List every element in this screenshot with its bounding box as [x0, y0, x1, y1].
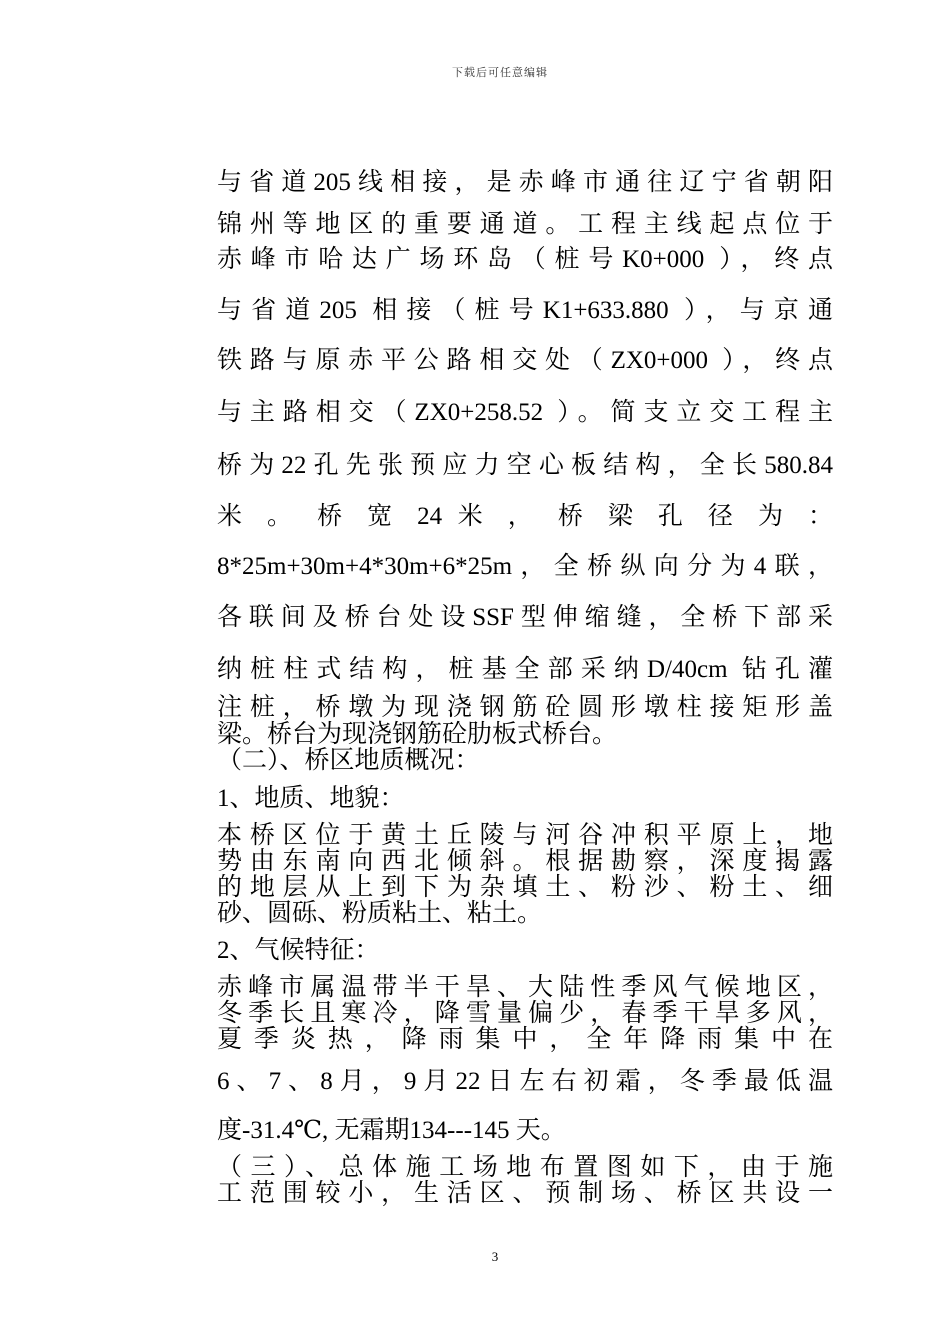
text-line: 与省道205线相接，是赤峰市通往辽宁省朝阳 [217, 169, 833, 196]
text-line: 锦州等地区的重要通道。工程主线起点位于 [217, 211, 833, 238]
text-line: 赤峰市属温带半干旱、大陆性季风气候地区， [217, 974, 833, 1001]
text-line: 1、地质、地貌： [217, 785, 405, 812]
text-line: 砂、圆砾、粉质粘土、粘土。 [217, 900, 543, 927]
text-line: 与省道205 相接（桩号K1+633.880 ），与京通 [217, 297, 833, 324]
text-line: 梁。桥台为现浇钢筋砼肋板式桥台。 [217, 721, 618, 748]
text-line: 的地层从上到下为杂填土、粉沙、粉土、细 [217, 874, 833, 901]
text-line: 注桩，桥墩为现浇钢筋砼圆形墩柱接矩形盖 [217, 694, 833, 721]
page-header: 下载后可任意编辑 [452, 66, 548, 79]
text-line: 冬季长且寒冷，降雪量偏少，春季干旱多风， [217, 1000, 833, 1027]
text-line: （二）、桥区地质概况： [217, 747, 480, 774]
text-line: 2、气候特征： [217, 937, 380, 964]
text-line: 纳桩柱式结构，桩基全部采纳D/40cm 钻孔灌 [217, 656, 833, 683]
text-line: 夏季炎热，降雨集中，全年降雨集中在 [217, 1026, 833, 1053]
text-line: 工范围较小，生活区、预制场、桥区共设一 [217, 1180, 833, 1207]
text-line: 桥为22孔先张预应力空心板结构，全长580.84 [217, 452, 833, 479]
text-line: 与主路相交（ZX0+258.52 ）。简支立交工程主 [217, 399, 833, 426]
text-line: 各联间及桥台处设SSF型伸缩缝，全桥下部采 [217, 604, 833, 631]
text-line: 米 。 桥 宽 24 米 ， 桥 梁 孔 径 为 ： [217, 503, 833, 530]
text-line: 铁路与原赤平公路相交处（ZX0+000 ），终点 [217, 347, 833, 374]
text-line: 本桥区位于黄土丘陵与河谷冲积平原上，地 [217, 822, 833, 849]
text-line: 8*25m+30m+4*30m+6*25m，全桥纵向分为4联， [217, 553, 833, 580]
text-line: 赤峰市哈达广场环岛（桩号K0+000 ），终点 [217, 246, 833, 273]
text-line: 6、7、8月，9月22日左右初霜，冬季最低温 [217, 1068, 833, 1095]
text-line: 势由东南向西北倾斜。根据勘察，深度揭露 [217, 848, 833, 875]
page-number: 3 [491, 1249, 499, 1264]
text-line: 度-31.4℃, 无霜期134---145 天。 [217, 1117, 566, 1144]
text-line: （三）、总体施工场地布置图如下，由于施 [217, 1154, 833, 1181]
